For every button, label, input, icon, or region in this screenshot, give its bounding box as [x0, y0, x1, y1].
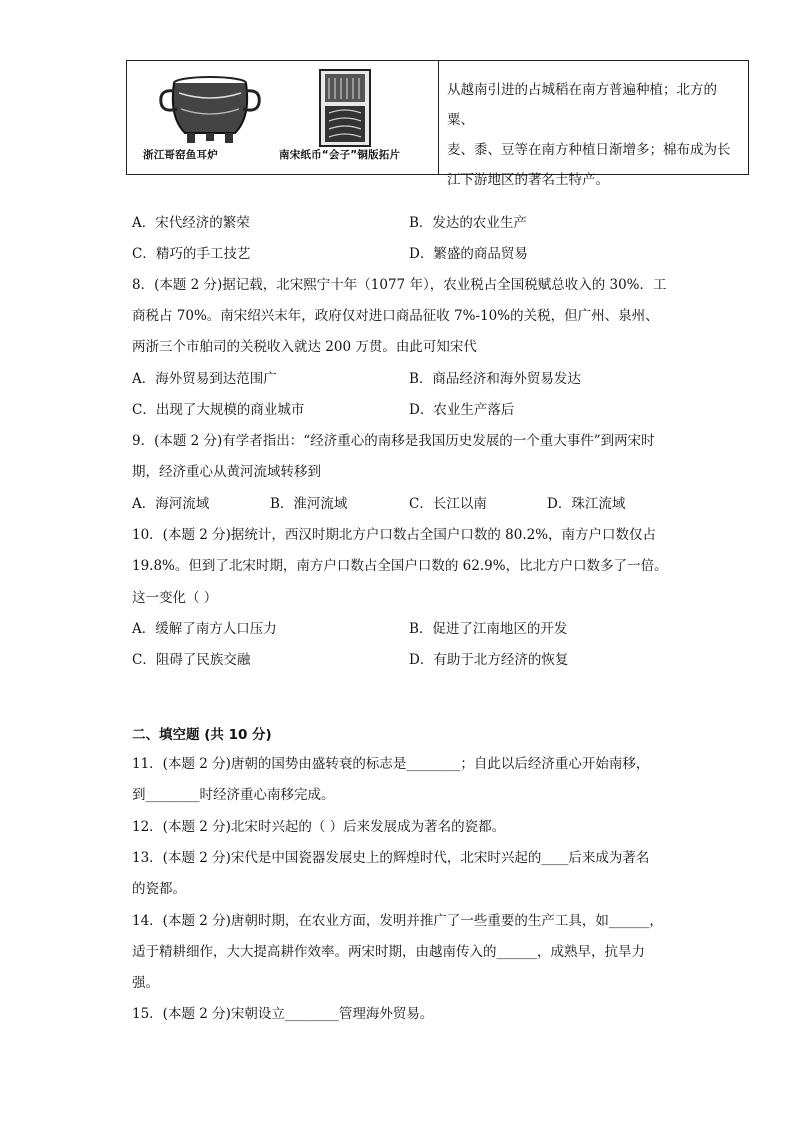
- q7-option-c[interactable]: C．精巧的手工技艺: [132, 246, 251, 262]
- q12-stem-line: 12．(本题 2 分)北宋时兴起的（ ）后来发展成为著名的瓷都。: [132, 819, 506, 835]
- q7-option-d[interactable]: D．繁盛的商品贸易: [409, 246, 528, 262]
- q15-stem-line: 15．(本题 2 分)宋朝设立________管理海外贸易。: [132, 1006, 434, 1022]
- q10-option-d[interactable]: D．有助于北方经济的恢复: [409, 652, 569, 668]
- table-text-line: 江下游地区的著名土特产。: [447, 172, 609, 188]
- q10-stem-line: 10．(本题 2 分)据统计，西汉时期北方户口数占全国户口数的 80.2%，南方户口数仅占: [132, 527, 657, 543]
- banknote-caption: 南宋纸币“会子”铜版拓片: [279, 149, 401, 161]
- q14-stem-line: 14．(本题 2 分)唐朝时期，在农业方面，发明并推广了一些重要的生产工具，如______，: [132, 913, 663, 929]
- fish-ear-censer-image: [155, 69, 265, 149]
- q10-option-c[interactable]: C．阻碍了民族交融: [132, 652, 251, 668]
- q9-option-c[interactable]: C．长江以南: [409, 496, 487, 512]
- q10-option-b[interactable]: B．促进了江南地区的开发: [409, 621, 568, 637]
- q14-stem-line: 强。: [132, 975, 159, 991]
- image-cell: [127, 61, 439, 174]
- q11-stem-line: 11．(本题 2 分)唐朝的国势由盛转衰的标志是________；自此以后经济重心开始南移，: [132, 756, 650, 772]
- q8-stem-line: 8．(本题 2 分)据记载，北宋熙宁十年（1077 年），农业税占全国税赋总收入的 30%．工: [132, 277, 667, 293]
- q9-stem-line: 9．(本题 2 分)有学者指出：“经济重心的南移是我国历史发展的一个重大事件”到两宋时: [132, 433, 655, 449]
- q8-option-b[interactable]: B．商品经济和海外贸易发达: [409, 371, 581, 387]
- section-title: 二、填空题 (共 10 分): [132, 727, 272, 743]
- q14-stem-line: 适于精耕细作，大大提高耕作效率。两宋时期，由越南传入的______，成熟早，抗旱力: [132, 944, 645, 960]
- q8-stem-line: 商税占 70%。南宋绍兴末年，政府仅对进口商品征收 7%-10%的关税，但广州、泉州、: [132, 308, 659, 324]
- q7-option-a[interactable]: A．宋代经济的繁荣: [132, 215, 250, 231]
- huizi-banknote-rubbing-image: [319, 69, 371, 147]
- q8-option-d[interactable]: D．农业生产落后: [409, 402, 515, 418]
- censer-caption: 浙江哥窑鱼耳炉: [143, 149, 218, 161]
- table-text-line: 从越南引进的占城稻在南方普遍种植；北方的粟、: [447, 82, 717, 128]
- q10-option-a[interactable]: A．缓解了南方人口压力: [132, 621, 277, 637]
- q11-stem-line: 到________时经济重心南移完成。: [132, 787, 335, 803]
- q10-stem-line: 19.8%。但到了北宋时期，南方户口数占全国户口数的 62.9%，比北方户口数多了一倍。: [132, 558, 668, 574]
- q7-option-b[interactable]: B．发达的农业生产: [409, 215, 527, 231]
- q8-stem-line: 两浙三个市舶司的关税收入就达 200 万贯。由此可知宋代: [132, 339, 477, 355]
- q9-option-d[interactable]: D．珠江流域: [547, 496, 626, 512]
- q9-stem-line: 期，经济重心从黄河流域转移到: [132, 464, 321, 480]
- q9-option-a[interactable]: A．海河流域: [132, 496, 210, 512]
- q8-option-a[interactable]: A．海外贸易到达范围广: [132, 371, 277, 387]
- q8-option-c[interactable]: C．出现了大规模的商业城市: [132, 402, 305, 418]
- q13-stem-line: 的瓷都。: [132, 881, 186, 897]
- text-cell: [439, 61, 748, 188]
- table-text-line: 麦、黍、豆等在南方种植日渐增多；棉布成为长: [447, 142, 731, 158]
- source-table: [126, 60, 749, 188]
- q13-stem-line: 13．(本题 2 分)宋代是中国瓷器发展史上的辉煌时代，北宋时兴起的____后来成为著名: [132, 850, 650, 866]
- q9-option-b[interactable]: B．淮河流域: [270, 496, 348, 512]
- q10-stem-line: 这一变化（ ）: [132, 590, 218, 606]
